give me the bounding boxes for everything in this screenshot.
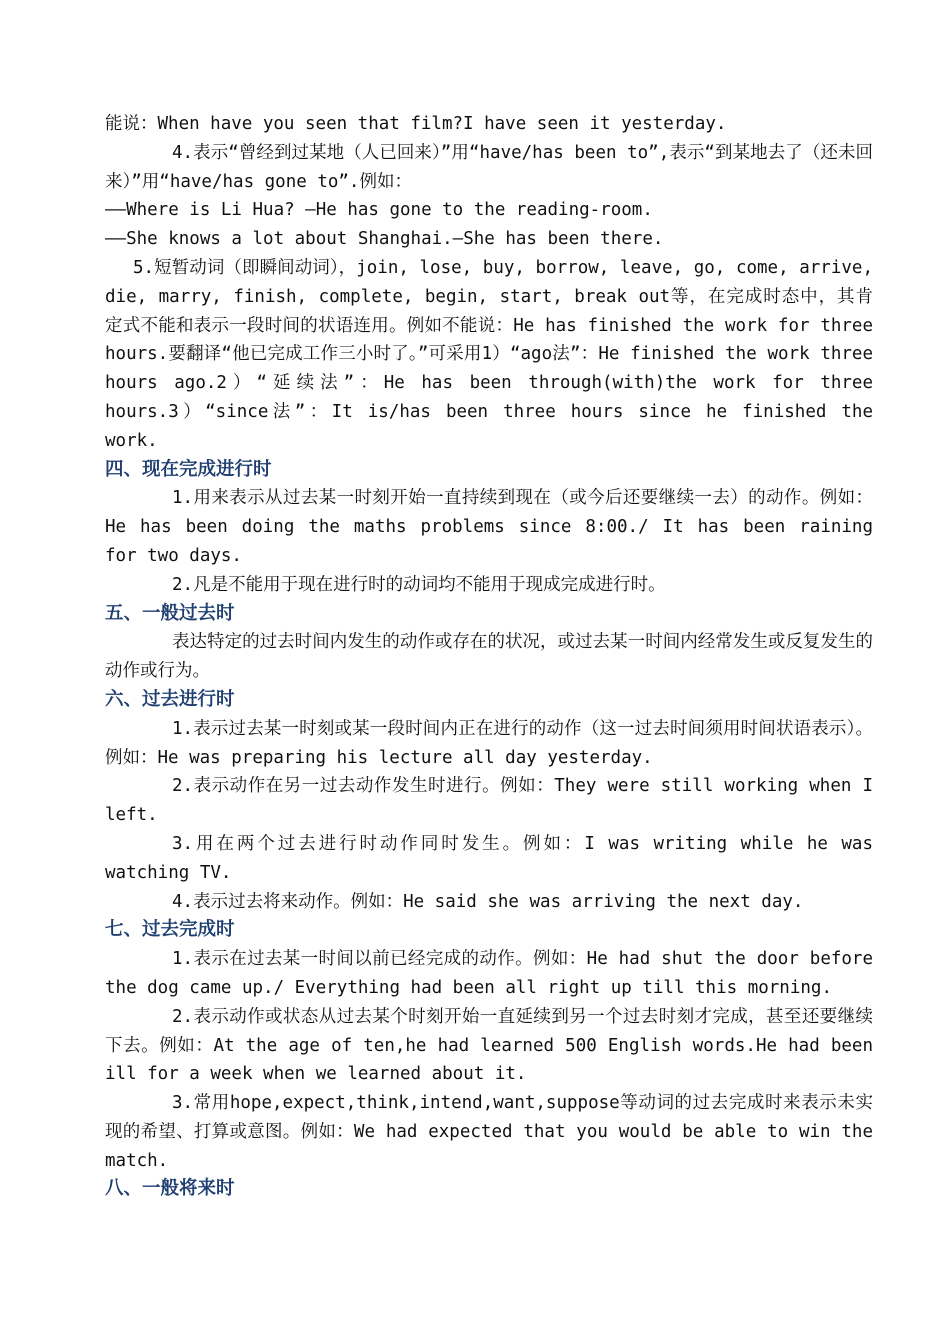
paragraph: 4.表示过去将来动作。例如：He said she was arriving the next day. bbox=[172, 891, 804, 912]
paragraph: 4.表示“曾经到过某地（人已回来）”用“have/has been to”,表示“到某地去了（还未回来）”用“have/has gone to”.例如： bbox=[105, 142, 873, 192]
paragraph: ——She knows a lot about Shanghai.—She has been there. bbox=[105, 229, 664, 250]
paragraph: 2.表示动作在另一过去动作发生时进行。例如：They were still working when I left. bbox=[105, 776, 873, 826]
paragraph: 2.表示动作或状态从过去某个时刻开始一直延续到另一个过去时刻才完成，甚至还要继续下去。例如：At the age of ten,he had learned 500 English words.He had been ill for a week when we learned about it. bbox=[105, 1006, 873, 1085]
paragraph: 能说：When have you seen that film?I have seen it yesterday. bbox=[105, 114, 727, 134]
paragraph: 1.表示在过去某一时间以前已经完成的动作。例如：He had shut the door before the dog came up./ Everything had been all right up till this morning. bbox=[105, 949, 873, 998]
section-heading: 八、一般将来时 bbox=[105, 1178, 235, 1200]
document-page bbox=[105, 110, 873, 1204]
paragraph: 3.常用hope,expect,think,intend,want,suppose等动词的过去完成时来表示未实现的希望、打算或意图。例如：We had expected that you would be able to win the match. bbox=[105, 1093, 873, 1171]
paragraph: 2.凡是不能用于现在进行时的动词均不能用于现成完成进行时。 bbox=[172, 574, 666, 595]
section-heading: 五、一般过去时 bbox=[105, 602, 235, 624]
paragraph: 1.用来表示从过去某一时刻开始一直持续到现在（或今后还要继续一去）的动作。例如：He has been doing the maths problems since 8:00./ It has been raining for two days. bbox=[105, 488, 873, 566]
section-heading: 六、过去进行时 bbox=[105, 688, 235, 710]
paragraph: 3.用在两个过去进行时动作同时发生。例如：I was writing while he was watching TV. bbox=[105, 833, 873, 883]
paragraph: 表达特定的过去时间内发生的动作或存在的状况，或过去某一时间内经常发生或反复发生的动作或行为。 bbox=[105, 632, 873, 682]
paragraph: 1.表示过去某一时刻或某一段时间内正在进行的动作（这一过去时间须用时间状语表示）。例如：He was preparing his lecture all day yesterday. bbox=[105, 718, 873, 768]
section-heading: 七、过去完成时 bbox=[105, 919, 235, 941]
section-heading: 四、现在完成进行时 bbox=[105, 458, 272, 480]
paragraph: ——Where is Li Hua? —He has gone to the reading-room. bbox=[105, 200, 653, 221]
paragraph: 5.短暂动词（即瞬间动词），join, lose, buy, borrow, leave, go, come, arrive, die, marry, finish, complete, begin, start, break out等，在完成时态中，其肯定式不能和表示一段时间的状语连用。例如不能说：He has finished the work for three hours.要翻译“他已完成工作三小时了。”可采用1）“ago法”：He finished the work three hours ago.2）“延续法”：He has been through(with)the work for three hours.3）“since法”：It is/has been three hours since he finished the work. bbox=[105, 257, 873, 451]
